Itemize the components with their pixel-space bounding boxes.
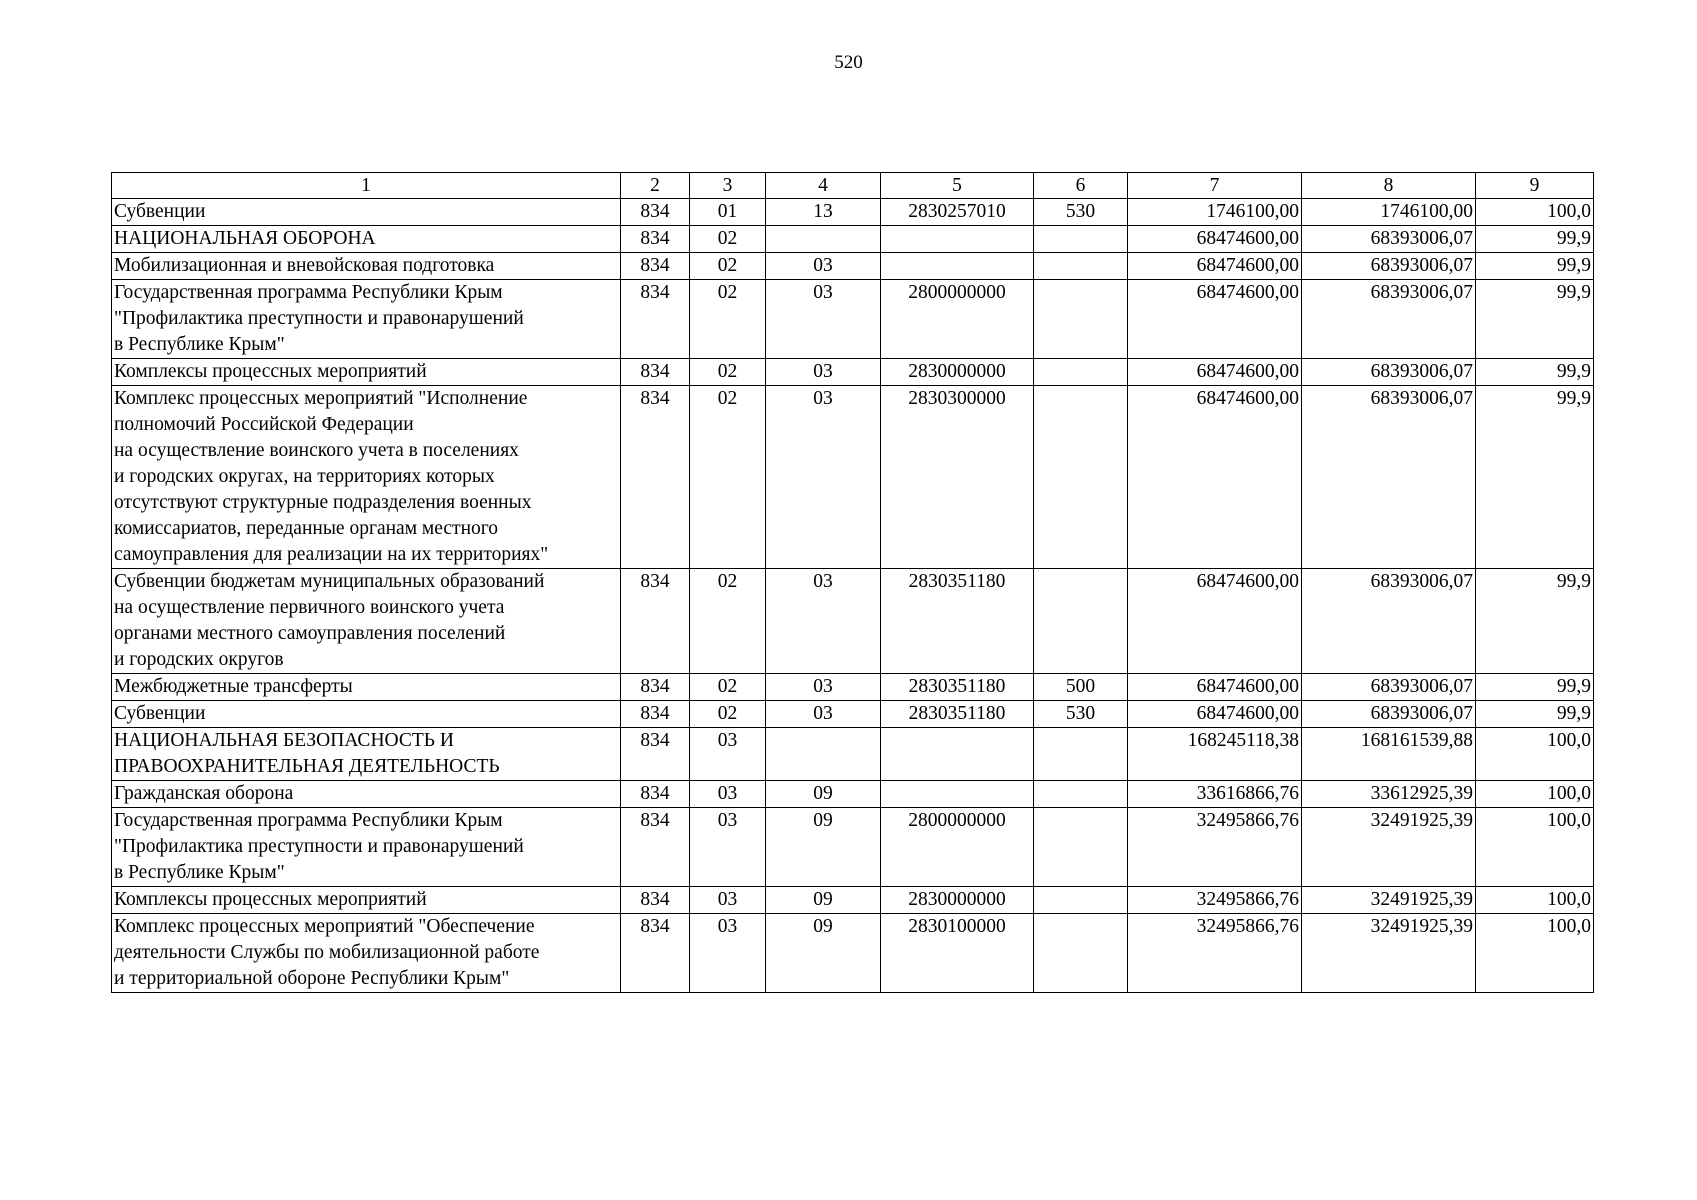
expense-type-code	[1034, 728, 1128, 781]
row-name: Субвенции бюджетам муниципальных образований на осуществление первичного воинского учета органами местного самоуправления поселений и городских округов	[112, 569, 621, 674]
approved-amount: 68474600,00	[1128, 359, 1302, 386]
approved-amount: 68474600,00	[1128, 674, 1302, 701]
approved-amount: 32495866,76	[1128, 914, 1302, 993]
target-article-code	[881, 781, 1034, 808]
ministry-code: 834	[621, 701, 690, 728]
row-name: Государственная программа Республики Крым "Профилактика преступности и правонарушений в Республике Крым"	[112, 808, 621, 887]
target-article-code: 2800000000	[881, 280, 1034, 359]
execution-percent: 99,9	[1476, 674, 1594, 701]
ministry-code: 834	[621, 253, 690, 280]
executed-amount: 33612925,39	[1302, 781, 1476, 808]
table-row	[112, 569, 1594, 674]
row-name: Комплекс процессных мероприятий "Обеспечение деятельности Службы по мобилизационной работе и территориальной обороне Республики Крым"	[112, 914, 621, 993]
executed-amount: 32491925,39	[1302, 914, 1476, 993]
execution-percent: 99,9	[1476, 253, 1594, 280]
row-name: Комплексы процессных мероприятий	[112, 359, 621, 386]
row-name: Государственная программа Республики Крым "Профилактика преступности и правонарушений в Республике Крым"	[112, 280, 621, 359]
execution-percent: 100,0	[1476, 728, 1594, 781]
subsection-code: 09	[766, 781, 881, 808]
approved-amount: 168245118,38	[1128, 728, 1302, 781]
ministry-code: 834	[621, 674, 690, 701]
target-article-code	[881, 253, 1034, 280]
approved-amount: 1746100,00	[1128, 199, 1302, 226]
column-header: 9	[1476, 173, 1594, 199]
expense-type-code	[1034, 359, 1128, 386]
subsection-code: 13	[766, 199, 881, 226]
table-row	[112, 359, 1594, 386]
table-row	[112, 781, 1594, 808]
expense-type-code: 530	[1034, 199, 1128, 226]
section-code: 02	[690, 386, 766, 569]
executed-amount: 168161539,88	[1302, 728, 1476, 781]
table-row	[112, 386, 1594, 569]
execution-percent: 100,0	[1476, 199, 1594, 226]
column-header: 7	[1128, 173, 1302, 199]
executed-amount: 68393006,07	[1302, 674, 1476, 701]
section-code: 02	[690, 569, 766, 674]
execution-percent: 100,0	[1476, 808, 1594, 887]
table-row	[112, 253, 1594, 280]
subsection-code	[766, 226, 881, 253]
subsection-code: 03	[766, 280, 881, 359]
approved-amount: 68474600,00	[1128, 569, 1302, 674]
column-header: 6	[1034, 173, 1128, 199]
row-name: Гражданская оборона	[112, 781, 621, 808]
executed-amount: 32491925,39	[1302, 887, 1476, 914]
target-article-code: 2830257010	[881, 199, 1034, 226]
approved-amount: 68474600,00	[1128, 386, 1302, 569]
ministry-code: 834	[621, 808, 690, 887]
ministry-code: 834	[621, 226, 690, 253]
table-row	[112, 887, 1594, 914]
subsection-code	[766, 728, 881, 781]
row-name: Межбюджетные трансферты	[112, 674, 621, 701]
target-article-code: 2830100000	[881, 914, 1034, 993]
row-name: Мобилизационная и вневойсковая подготовка	[112, 253, 621, 280]
ministry-code: 834	[621, 728, 690, 781]
page-number: 520	[834, 52, 863, 73]
budget-table	[111, 172, 1594, 993]
table-row	[112, 226, 1594, 253]
executed-amount: 1746100,00	[1302, 199, 1476, 226]
approved-amount: 68474600,00	[1128, 253, 1302, 280]
subsection-code: 03	[766, 253, 881, 280]
target-article-code: 2830351180	[881, 701, 1034, 728]
table-row	[112, 914, 1594, 993]
section-code: 02	[690, 280, 766, 359]
subsection-code: 03	[766, 359, 881, 386]
execution-percent: 99,9	[1476, 359, 1594, 386]
section-code: 03	[690, 781, 766, 808]
expense-type-code	[1034, 808, 1128, 887]
section-code: 03	[690, 887, 766, 914]
column-header: 1	[112, 173, 621, 199]
execution-percent: 99,9	[1476, 386, 1594, 569]
expense-type-code	[1034, 226, 1128, 253]
target-article-code: 2830300000	[881, 386, 1034, 569]
table-row	[112, 728, 1594, 781]
target-article-code: 2830000000	[881, 359, 1034, 386]
section-code: 03	[690, 728, 766, 781]
target-article-code: 2830351180	[881, 674, 1034, 701]
expense-type-code: 530	[1034, 701, 1128, 728]
row-name: НАЦИОНАЛЬНАЯ БЕЗОПАСНОСТЬ И ПРАВООХРАНИТЕЛЬНАЯ ДЕЯТЕЛЬНОСТЬ	[112, 728, 621, 781]
column-header: 5	[881, 173, 1034, 199]
table-row	[112, 674, 1594, 701]
row-name: НАЦИОНАЛЬНАЯ ОБОРОНА	[112, 226, 621, 253]
expense-type-code	[1034, 914, 1128, 993]
table-row	[112, 701, 1594, 728]
ministry-code: 834	[621, 887, 690, 914]
section-code: 02	[690, 359, 766, 386]
execution-percent: 99,9	[1476, 226, 1594, 253]
section-code: 03	[690, 914, 766, 993]
section-code: 02	[690, 701, 766, 728]
column-header: 2	[621, 173, 690, 199]
executed-amount: 68393006,07	[1302, 226, 1476, 253]
ministry-code: 834	[621, 280, 690, 359]
approved-amount: 68474600,00	[1128, 701, 1302, 728]
ministry-code: 834	[621, 359, 690, 386]
executed-amount: 68393006,07	[1302, 359, 1476, 386]
expense-type-code	[1034, 781, 1128, 808]
target-article-code	[881, 728, 1034, 781]
target-article-code: 2800000000	[881, 808, 1034, 887]
executed-amount: 68393006,07	[1302, 386, 1476, 569]
ministry-code: 834	[621, 914, 690, 993]
row-name: Комплексы процессных мероприятий	[112, 887, 621, 914]
expense-type-code	[1034, 569, 1128, 674]
approved-amount: 68474600,00	[1128, 226, 1302, 253]
execution-percent: 99,9	[1476, 701, 1594, 728]
approved-amount: 68474600,00	[1128, 280, 1302, 359]
section-code: 02	[690, 226, 766, 253]
executed-amount: 68393006,07	[1302, 569, 1476, 674]
section-code: 03	[690, 808, 766, 887]
table-header-row	[112, 173, 1594, 199]
row-name: Субвенции	[112, 701, 621, 728]
row-name: Субвенции	[112, 199, 621, 226]
column-header: 3	[690, 173, 766, 199]
executed-amount: 32491925,39	[1302, 808, 1476, 887]
approved-amount: 33616866,76	[1128, 781, 1302, 808]
executed-amount: 68393006,07	[1302, 701, 1476, 728]
execution-percent: 100,0	[1476, 914, 1594, 993]
subsection-code: 03	[766, 701, 881, 728]
ministry-code: 834	[621, 781, 690, 808]
expense-type-code	[1034, 386, 1128, 569]
target-article-code: 2830351180	[881, 569, 1034, 674]
column-header: 8	[1302, 173, 1476, 199]
subsection-code: 09	[766, 808, 881, 887]
expense-type-code	[1034, 280, 1128, 359]
table-row	[112, 280, 1594, 359]
approved-amount: 32495866,76	[1128, 887, 1302, 914]
section-code: 02	[690, 674, 766, 701]
executed-amount: 68393006,07	[1302, 253, 1476, 280]
table-row	[112, 808, 1594, 887]
ministry-code: 834	[621, 199, 690, 226]
subsection-code: 09	[766, 914, 881, 993]
ministry-code: 834	[621, 569, 690, 674]
expense-type-code: 500	[1034, 674, 1128, 701]
section-code: 01	[690, 199, 766, 226]
target-article-code	[881, 226, 1034, 253]
execution-percent: 99,9	[1476, 280, 1594, 359]
executed-amount: 68393006,07	[1302, 280, 1476, 359]
target-article-code: 2830000000	[881, 887, 1034, 914]
column-header: 4	[766, 173, 881, 199]
subsection-code: 09	[766, 887, 881, 914]
approved-amount: 32495866,76	[1128, 808, 1302, 887]
section-code: 02	[690, 253, 766, 280]
row-name: Комплекс процессных мероприятий "Исполнение полномочий Российской Федерации на осуществление воинского учета в поселениях и городских округах, на территориях которых отсутствуют структурные подразделения военных комиссариатов, переданные органам местного самоуправления для реализации на их территориях"	[112, 386, 621, 569]
subsection-code: 03	[766, 569, 881, 674]
subsection-code: 03	[766, 674, 881, 701]
execution-percent: 100,0	[1476, 887, 1594, 914]
expense-type-code	[1034, 253, 1128, 280]
expense-type-code	[1034, 887, 1128, 914]
execution-percent: 99,9	[1476, 569, 1594, 674]
ministry-code: 834	[621, 386, 690, 569]
table-row	[112, 199, 1594, 226]
subsection-code: 03	[766, 386, 881, 569]
execution-percent: 100,0	[1476, 781, 1594, 808]
